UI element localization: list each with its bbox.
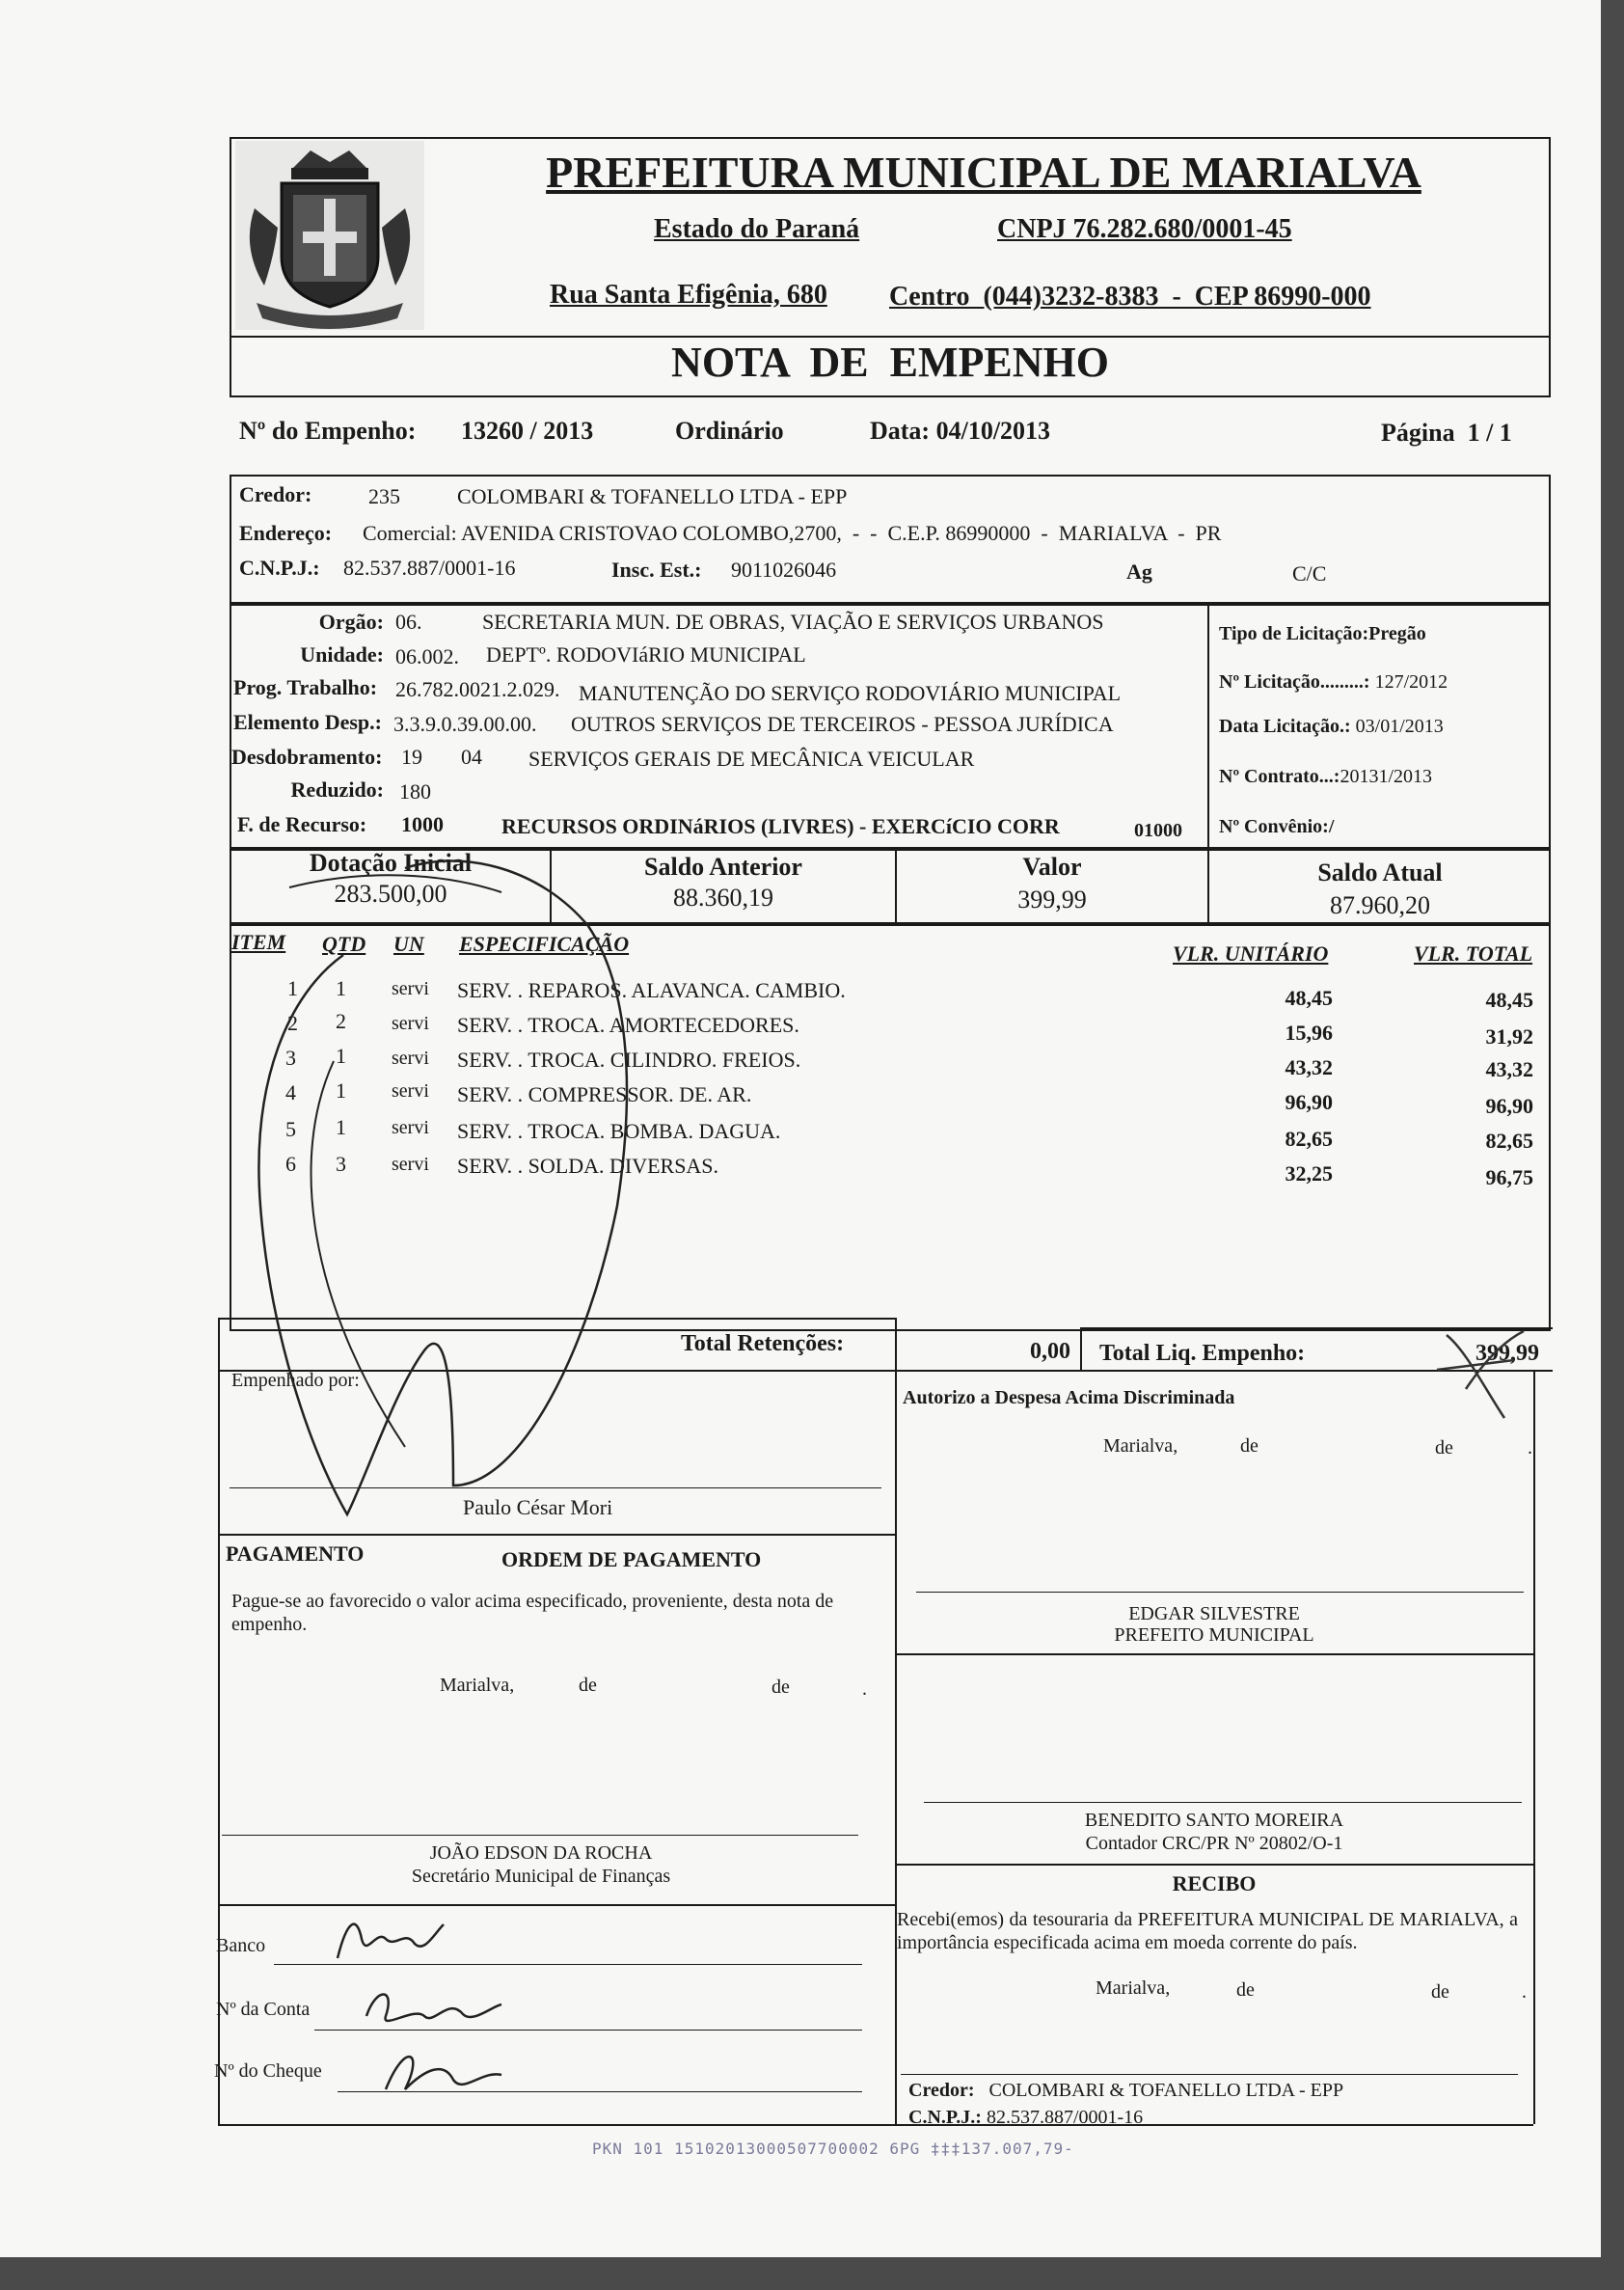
account-label: C/C [1292, 561, 1327, 586]
item-qtd: 3 [336, 1152, 346, 1176]
payment-order-text: Pague-se ao favorecido o valor acima especificado, proveniente, desta nota de empenho. [231, 1591, 834, 1635]
creditor-code: 235 [368, 484, 400, 508]
item-description: SERV. . TROCA. CILINDRO. FREIOS. [457, 1048, 801, 1072]
receipt-cnpj: 82.537.887/0001-16 [986, 2107, 1144, 2128]
bidding-number-label [1219, 671, 1448, 694]
orgao-name: SECRETARIA MUN. DE OBRAS, VIAÇÃO E SERVIÇOS URBANOS [482, 610, 1104, 634]
item-number: 5 [285, 1117, 296, 1141]
item-unit: servi [392, 1080, 429, 1102]
empenho-type: Ordinário [675, 417, 784, 445]
institution-title: PREFEITURA MUNICIPAL DE MARIALVA [546, 148, 1421, 197]
element-code: 3.3.9.0.39.00.00. [393, 712, 537, 736]
committed-by-label: Empenhado por: [231, 1370, 360, 1391]
item-unit: servi [392, 1154, 429, 1175]
unfolding-name: SERVIÇOS GERAIS DE MECÂNICA VEICULAR [528, 747, 975, 771]
bank-signature-icon [328, 1910, 463, 1968]
bidding-number-caption: Nº Licitação.........: [1219, 671, 1370, 693]
creditor-cnpj: 82.537.887/0001-16 [343, 556, 516, 580]
item-total: 48,45 [1485, 988, 1533, 1012]
receipt-city: Marialva, [1096, 1977, 1171, 1999]
item-total: 96,75 [1485, 1165, 1533, 1189]
resource-code-2: 01000 [1134, 820, 1182, 841]
unfolding-code-1: 19 [401, 745, 422, 769]
item-total: 31,92 [1485, 1024, 1533, 1049]
orgao-label: Orgão: [318, 610, 384, 634]
item-description: SERV. . REPAROS. ALAVANCA. CAMBIO. [457, 978, 846, 1002]
contract-label: Nº Contrato...: [1219, 766, 1340, 787]
items-header-qtd: QTD [322, 932, 366, 956]
creditor-address: Comercial: AVENIDA CRISTOVAO COLOMBO,2700, - - C.E.P. 86990000 - MARIALVA - PR [363, 521, 1222, 545]
secretary-name: JOÃO EDSON DA ROCHA [429, 1842, 653, 1864]
contract-row [1219, 766, 1432, 788]
item-qtd: 1 [336, 1115, 346, 1139]
empenho-date: Data: 04/10/2013 [870, 417, 1051, 445]
district-phone-cep: Centro (044)3232-8383 - CEP 86990-000 [889, 282, 1371, 312]
previous-balance: 88.360,19 [673, 884, 773, 912]
items-header-unit-price: VLR. UNITÁRIO [1173, 941, 1329, 966]
item-number: 3 [285, 1046, 296, 1070]
state-registration-label: Insc. Est.: [611, 558, 702, 582]
street-address: Rua Santa Efigênia, 680 [550, 280, 827, 310]
retentions-value: 0,00 [1030, 1339, 1070, 1364]
bank-authentication-code: PKN 101 15102013000507700002 6PG ‡‡‡137.007,79- [592, 2140, 1074, 2158]
contract-number: 20131/2013 [1340, 766, 1433, 787]
item-number: 4 [285, 1080, 296, 1104]
orgao-code: 06. [395, 610, 422, 634]
agency-label: Ag [1126, 559, 1152, 584]
item-total: 43,32 [1485, 1057, 1533, 1081]
accountant-title: Contador CRC/PR Nº 20802/O-1 [1085, 1833, 1343, 1854]
item-number: 1 [287, 976, 298, 1000]
account-signature-icon [357, 1977, 511, 2035]
state-registration: 9011026046 [731, 558, 837, 582]
payment-order-label: ORDEM DE PAGAMENTO [501, 1547, 762, 1571]
item-unit: servi [392, 1117, 429, 1138]
item-unit-price: 96,90 [1285, 1090, 1333, 1114]
creditor-cnpj-label: C.N.P.J.: [239, 556, 320, 580]
header-cnpj: CNPJ 76.282.680/0001-45 [997, 214, 1292, 244]
net-total-value: 399,99 [1475, 1341, 1539, 1366]
receipt-month-sep: de [1431, 1981, 1449, 2003]
retentions-label: Total Retenções: [681, 1331, 845, 1356]
receipt-title: RECIBO [1172, 1871, 1257, 1895]
initial-allocation-label: Dotação Inicial [309, 849, 473, 877]
item-description: SERV. . SOLDA. DIVERSAS. [457, 1154, 719, 1178]
element-name: OUTROS SERVIÇOS DE TERCEIROS - PESSOA JURÍDICA [571, 712, 1114, 736]
item-total: 82,65 [1485, 1129, 1533, 1153]
receipt-creditor-label: Credor: [908, 2080, 975, 2101]
program-code: 26.782.0021.2.029. [395, 677, 560, 701]
initial-allocation: 283.500,00 [334, 880, 447, 908]
payment-month-sep: de [771, 1677, 790, 1698]
resource-label: F. de Recurso: [237, 812, 367, 836]
item-number: 6 [285, 1152, 296, 1176]
value-label: Valor [1022, 853, 1082, 881]
receipt-day-sep: de [1236, 1979, 1255, 2001]
receipt-cnpj-row [908, 2107, 1143, 2129]
item-unit-price: 15,96 [1285, 1021, 1333, 1045]
receipt-cnpj-label: C.N.P.J.: [908, 2107, 982, 2128]
mayor-name: EDGAR SILVESTRE [1128, 1603, 1300, 1624]
value-amount: 399,99 [1017, 886, 1087, 913]
program-label: Prog. Trabalho: [233, 675, 378, 699]
unidade-label: Unidade: [300, 642, 384, 667]
convenio-label: Nº Convênio:/ [1219, 816, 1335, 837]
bidding-date-label: Data Licitação.: [1219, 716, 1351, 737]
payment-label: PAGAMENTO [226, 1541, 365, 1566]
receipt-date-end: . [1522, 1981, 1527, 2003]
items-header-un: UN [393, 932, 424, 956]
item-qtd: 1 [336, 976, 346, 1000]
document-title: NOTA DE EMPENHO [671, 339, 1109, 386]
authorization-day-sep: de [1240, 1435, 1259, 1457]
bidding-date-row [1219, 716, 1444, 738]
item-description: SERV. . TROCA. AMORTECEDORES. [457, 1013, 799, 1037]
empenho-number-label: Nº do Empenho: [239, 417, 417, 445]
unfolding-label: Desdobramento: [231, 745, 383, 769]
accountant-name: BENEDITO SANTO MOREIRA [1084, 1810, 1344, 1831]
receipt-creditor-row [908, 2080, 1343, 2102]
address-label: Endereço: [239, 521, 333, 545]
payment-day-sep: de [579, 1675, 597, 1696]
state-label: Estado do Paraná [654, 214, 860, 244]
item-unit: servi [392, 1013, 429, 1034]
item-description: SERV. . COMPRESSOR. DE. AR. [457, 1082, 752, 1106]
bidding-number: 127/2012 [1374, 671, 1448, 693]
authorization-city: Marialva, [1103, 1435, 1178, 1457]
account-number-label: Nº da Conta [216, 1999, 311, 2020]
current-balance: 87.960,20 [1330, 891, 1430, 919]
reduced-label: Reduzido: [290, 777, 384, 802]
committed-by-name: Paulo César Mori [463, 1495, 613, 1519]
item-unit: servi [392, 1048, 429, 1069]
creditor-name: COLOMBARI & TOFANELLO LTDA - EPP [457, 484, 848, 508]
authorization-date-end: . [1528, 1437, 1532, 1459]
secretary-title: Secretário Municipal de Finanças [411, 1866, 671, 1887]
element-label: Elemento Desp.: [233, 710, 382, 734]
authorization-month-sep: de [1435, 1437, 1453, 1459]
check-signature-icon [366, 2041, 511, 2099]
bidding-type: Tipo de Licitação:Pregão [1219, 623, 1426, 644]
item-unit-price: 43,32 [1285, 1055, 1333, 1079]
item-qtd: 2 [336, 1009, 346, 1033]
item-qtd: 1 [336, 1044, 346, 1068]
receipt-creditor-name: COLOMBARI & TOFANELLO LTDA - EPP [988, 2080, 1344, 2101]
bidding-date: 03/01/2013 [1355, 716, 1444, 737]
item-unit-price: 48,45 [1285, 986, 1333, 1010]
resource-name: RECURSOS ORDINáRIOS (LIVRES) - EXERCíCIO CORR [501, 814, 1060, 838]
unidade-code: 06.002. [395, 644, 459, 668]
items-header-total: VLR. TOTAL [1414, 941, 1533, 966]
net-total-label: Total Liq. Empenho: [1099, 1341, 1306, 1366]
municipal-coat-of-arms-icon [235, 141, 424, 330]
item-unit: servi [392, 978, 429, 999]
previous-balance-label: Saldo Anterior [644, 853, 802, 881]
resource-code: 1000 [401, 812, 444, 836]
unidade-name: DEPTº. RODOVIáRIO MUNICIPAL [486, 642, 806, 667]
bank-label: Banco [216, 1935, 266, 1956]
unfolding-code-2: 04 [461, 745, 482, 769]
item-description: SERV. . TROCA. BOMBA. DAGUA. [457, 1119, 781, 1143]
page-indicator: Página 1 / 1 [1381, 419, 1512, 447]
item-qtd: 1 [336, 1078, 346, 1103]
empenho-number: 13260 / 2013 [461, 417, 594, 445]
program-name: MANUTENÇÃO DO SERVIÇO RODOVIÁRIO MUNICIPAL [579, 681, 1122, 705]
item-total: 96,90 [1485, 1094, 1533, 1118]
mayor-title: PREFEITO MUNICIPAL [1114, 1624, 1314, 1646]
items-header-spec: ESPECIFICAÇÃO [459, 932, 630, 956]
item-unit-price: 32,25 [1285, 1161, 1333, 1186]
payment-date-end: . [862, 1678, 867, 1700]
receipt-text: Recebi(emos) da tesouraria da PREFEITURA MUNICIPAL DE MARIALVA, a importância especificada acima em moeda corrente do país. [897, 1909, 1518, 1953]
item-unit-price: 82,65 [1285, 1127, 1333, 1151]
payment-city: Marialva, [440, 1675, 515, 1696]
creditor-label: Credor: [239, 482, 312, 506]
item-number: 2 [287, 1011, 298, 1035]
current-balance-label: Saldo Atual [1317, 859, 1443, 886]
reduced-code: 180 [399, 779, 431, 804]
items-header-item: ITEM [231, 930, 286, 954]
authorization-label: Autorizo a Despesa Acima Discriminada [903, 1387, 1235, 1408]
check-number-label: Nº do Cheque [214, 2060, 322, 2082]
